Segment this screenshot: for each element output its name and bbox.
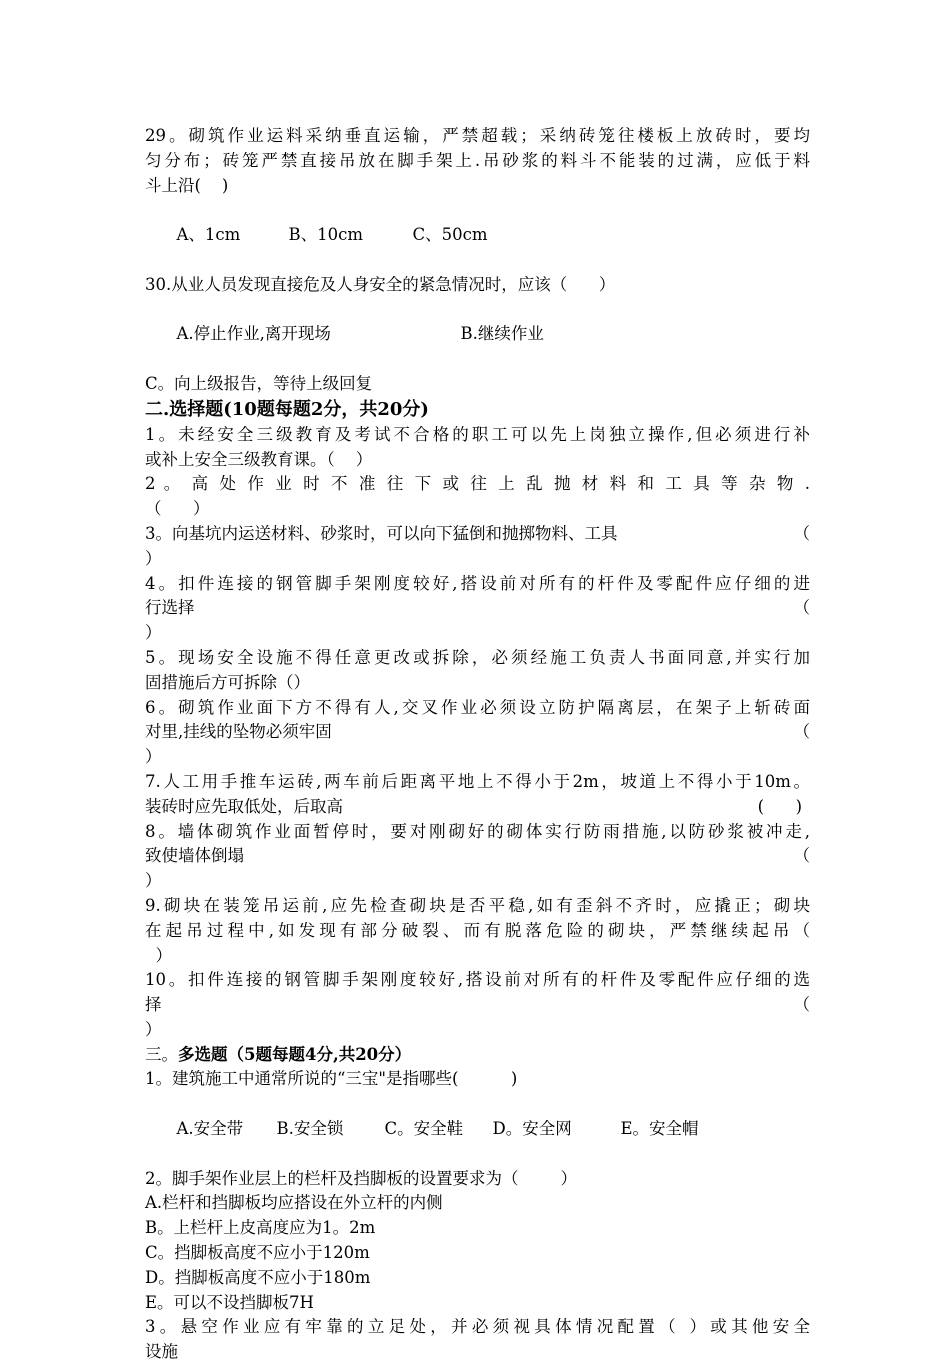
- section3-heading-prefix: 三。: [145, 1044, 178, 1064]
- option-b: B.继续作业: [460, 324, 544, 344]
- option-c: C、50cm: [412, 225, 488, 245]
- s2-q7-paren: ( ): [757, 796, 802, 816]
- s3-q2-option-c: C。挡脚板高度不应小于120m: [145, 1243, 370, 1263]
- s3-q2-option-b: B。上栏杆上皮高度应为1。2m: [145, 1218, 376, 1238]
- s2-q6-line: [145, 720, 810, 745]
- s2-q10-line: 10。扣件连接的钢管脚手架刚度较好,搭设前对所有的杆件及零配件应仔细的选: [145, 970, 810, 990]
- s2-q5-line: 5。现场安全设施不得任意更改或拆除，必须经施工负责人书面同意,并实行加: [145, 647, 810, 667]
- s2-q5-line: 固措施后方可拆除（）: [145, 672, 310, 692]
- option-a: A.安全带: [176, 1119, 244, 1139]
- section3-heading-title: 多选题（5题每题4分,共20分）: [178, 1044, 412, 1064]
- q29-options: [145, 198, 810, 272]
- q29-line: 29。砌筑作业运料采纳垂直运输，严禁超载；采纳砖笼往楼板上放砖时，要均: [145, 126, 810, 145]
- s2-q7-line: 7.人工用手推车运砖,两车前后距离平地上不得小于2m，坡道上不得小于10m。: [145, 771, 810, 791]
- document-body: [145, 124, 810, 1365]
- s3-q1-line: 1。建筑施工中通常所说的“三宝"是指哪些( ): [145, 1069, 518, 1089]
- s2-q8-line: [145, 844, 810, 869]
- option-d: D。安全网: [492, 1119, 572, 1139]
- s2-q8-text: 致使墙体倒塌: [145, 846, 244, 866]
- s3-q2-option-a: A.栏杆和挡脚板均应搭设在外立杆的内侧: [145, 1193, 443, 1213]
- s2-q6-text: 对里,挂线的坠物必须牢固: [145, 722, 332, 742]
- s2-q4-line: [145, 596, 810, 621]
- option-a: A.停止作业,离开现场: [176, 324, 331, 344]
- s3-q2-option-e: E。可以不设挡脚板7H: [145, 1292, 314, 1312]
- s2-q3-line: [145, 522, 810, 547]
- s2-q3-text: 3。向基坑内运送材料、砂浆时，可以向下猛倒和抛掷物料、工具: [145, 523, 618, 543]
- s2-q7-text: 装砖时应先取低处，后取高: [145, 796, 343, 816]
- s3-q2-option-d: D。挡脚板高度不应小于180m: [145, 1267, 371, 1287]
- s2-q9-line: 9.砌块在装笼吊运前,应先检查砌块是否平稳,如有歪斜不齐时，应撬正；砌块: [145, 895, 810, 915]
- s2-q6-line: ）: [145, 747, 162, 767]
- s2-q1-line: 或补上安全三级教育课。（ ）: [145, 449, 373, 469]
- s2-q8-line: 8。墙体砌筑作业面暂停时，要对刚砌好的砌体实行防雨措施,以防砂浆被冲走,: [145, 821, 810, 841]
- s2-q7-line: [145, 795, 810, 820]
- s3-q3-line: 3。悬空作业应有牢靠的立足处，并必须视具体情况配置（ ）或其他安全: [145, 1317, 810, 1337]
- s2-q1-line: 1。未经安全三级教育及考试不合格的职工可以先上岗独立操作,但必须进行补: [145, 424, 810, 444]
- s2-q2-line: 2 。 高 处 作 业 时 不 准 往 下 或 往 上 乱 抛 材 料 和 工 具 等 杂 物 .: [145, 474, 810, 494]
- section2-heading: 二.选择题(10题每题2分，共20分): [145, 398, 429, 420]
- s2-q2-line: （ ）: [145, 499, 210, 519]
- option-b: B、10cm: [288, 225, 363, 245]
- s2-q10-line: ）: [145, 1019, 162, 1039]
- s2-q8-paren: （: [793, 846, 810, 866]
- q29-line: 匀分布；砖笼严禁直接吊放在脚手架上.吊砂浆的料斗不能装的过满，应低于料: [145, 150, 810, 170]
- option-c: C。安全鞋: [384, 1119, 464, 1139]
- option-a: A、1cm: [176, 225, 241, 245]
- q30-line: 30.从业人员发现直接危及人身安全的紧急情况时，应该（ ）: [145, 274, 616, 294]
- s2-q8-line: ）: [145, 871, 162, 891]
- s2-q4-line: 4。扣件连接的钢管脚手架刚度较好,搭设前对所有的杆件及零配件应仔细的进: [145, 573, 810, 593]
- s2-q9-line: 在起吊过程中,如发现有部分破裂、而有脱落危险的砌块，严禁继续起吊（: [145, 920, 810, 940]
- s2-q3-paren: （: [793, 523, 810, 543]
- s2-q6-paren: （: [793, 722, 810, 742]
- s2-q10-text: 择: [145, 995, 162, 1015]
- s2-q9-line: ）: [145, 945, 172, 965]
- section3-heading: [145, 1043, 810, 1068]
- q29-line: 斗上沿( ): [145, 175, 229, 195]
- q30-option-c: C。向上级报告，等待上级回复: [145, 373, 373, 393]
- s2-q4-line: ）: [145, 623, 162, 643]
- s3-q2-line: 2。脚手架作业层上的栏杆及挡脚板的设置要求为（ ）: [145, 1168, 577, 1188]
- s3-q3-line: 设施: [145, 1342, 178, 1362]
- s2-q6-line: 6。砌筑作业面下方不得有人,交叉作业必须设立防护隔离层，在架子上斩砖面: [145, 697, 810, 717]
- option-e: E。安全帽: [620, 1119, 699, 1139]
- q30-options: [145, 298, 810, 372]
- option-b: B.安全锁: [276, 1119, 344, 1139]
- s3-q1-options: [145, 1092, 810, 1166]
- s2-q4-text: 行选择: [145, 598, 195, 618]
- s2-q4-paren: （: [793, 598, 810, 618]
- s2-q10-line: [145, 993, 810, 1018]
- s2-q3-line: ）: [145, 548, 162, 568]
- s2-q10-paren: （: [793, 995, 810, 1015]
